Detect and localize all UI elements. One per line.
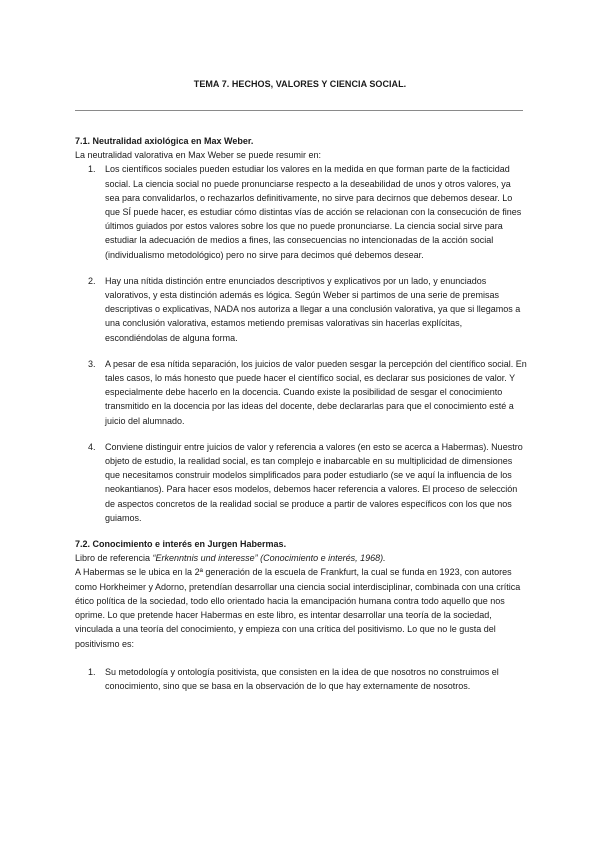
list-item [75, 274, 527, 345]
list-item [75, 440, 527, 525]
list-text: Los científicos sociales pueden estudiar los valores en la medida en que forman parte de la facticidad social. La ciencia social no puede pronunciarse respecto a la deseabilidad de unos y otros valores, ya sea para convalidarlos, o rechazarlos definitivamente, no sirve para decirnos que debemos desear. Lo que SÍ puede hacer, es estudiar cómo distintas vías de acción se relacionan con la consecución de fines últimos guiados por estos valores sobre los que no puede pronunciarse. La ciencia social sirve para estudiar la adecuación de medios a fines, las consecuencias no intencionadas de la acción social (individualismo metodológico) pero no sirve para decimos qué debemos desear. [105, 164, 522, 260]
reference-title: “Erkenntnis und interesse” (Conocimiento e interés, 1968). [152, 553, 386, 564]
section-2-heading: 7.2. Conocimiento e interés en Jurgen Habermas. [75, 539, 287, 550]
list-text: Su metodología y ontología positivista, que consisten en la idea de que nosotros no construimos el conocimiento, sino que se basa en la observación de lo que hay externamente de nosotros. [105, 666, 499, 691]
document-title: TEMA 7. HECHOS, VALORES Y CIENCIA SOCIAL. [193, 79, 407, 89]
title-divider [75, 110, 523, 111]
reference-prefix: Libro de referencia [75, 553, 153, 564]
list-item [75, 357, 527, 428]
list-text: Hay una nítida distinción entre enunciados descriptivos y explicativos por un lado, y enunciados valorativos, y esta distinción además es lógica. Según Weber si partimos de una serie de premisas descriptivas o explicativas, NADA nos autoriza a llegar a una conclusión valorativa, ya que si llegamos a una conclusión valorativa, estamos metiendo premisas valorativas sin hacerlas explícitas, escondiéndolas de alguna forma. [105, 275, 521, 343]
list-number: 1. [88, 164, 96, 175]
list-item [75, 162, 527, 261]
section-2-paragraph: A Habermas se le ubica en la 2ª generación de la escuela de Frankfurt, la cual se funda en 1923, con autores como Horkheimer y Adorno, pretendían desarrollar una ciencia social interdisciplinar, combinada con una crítica ético política de la sociedad, todo ello orientado hacia la emancipación humana contra todo aquello que nos oprime. Lo que pretende hacer Habermas en este libro, es intentar desarrollar una teoría de la sociedad, vinculada a una teoría del conocimiento, y empieza con una crítica del positivismo. Lo que no le gusta del positivismo es: [75, 567, 521, 649]
section-2-reference [75, 551, 527, 565]
list-number: 4. [88, 441, 96, 452]
document-body [75, 134, 527, 705]
section-2 [75, 537, 527, 693]
list-text: A pesar de esa nítida separación, los juicios de valor pueden sesgar la percepción del científico social. En tales casos, lo más honesto que puede hacer el científico social, es declarar sus posiciones de valor. Y especialmente debe hacerlo en la docencia. Cuando existe la posibilidad de sesgar el conocimiento transmitido en la docencia por las ideas del docente, debe declararlas para que el conocimiento esté a juicio del alumnado. [105, 358, 527, 426]
list-item [75, 665, 527, 693]
list-number: 3. [88, 358, 96, 369]
section-1-intro: La neutralidad valorativa en Max Weber se puede resumir en: [75, 150, 321, 161]
list-number: 2. [88, 275, 96, 286]
list-text: Conviene distinguir entre juicios de valor y referencia a valores (en esto se acerca a Habermas). Nuestro objeto de estudio, la realidad social, es tan complejo e inabarcable en su multiplicidad de dimensiones que necesitamos construir modelos simplificados para poder estudiarlo (se ve aquí la influencia de los neokantianos). Para hacer esos modelos, debemos hacer referencia a valores. El proceso de selección de aspectos concretos de la realidad social se produce a partir de valores específicos con los que nos guiamos. [105, 441, 523, 523]
section-2-list [75, 665, 527, 693]
section-1-list [75, 162, 527, 525]
list-number: 1. [88, 666, 96, 677]
section-1-heading: 7.1. Neutralidad axiológica en Max Weber. [75, 136, 254, 146]
